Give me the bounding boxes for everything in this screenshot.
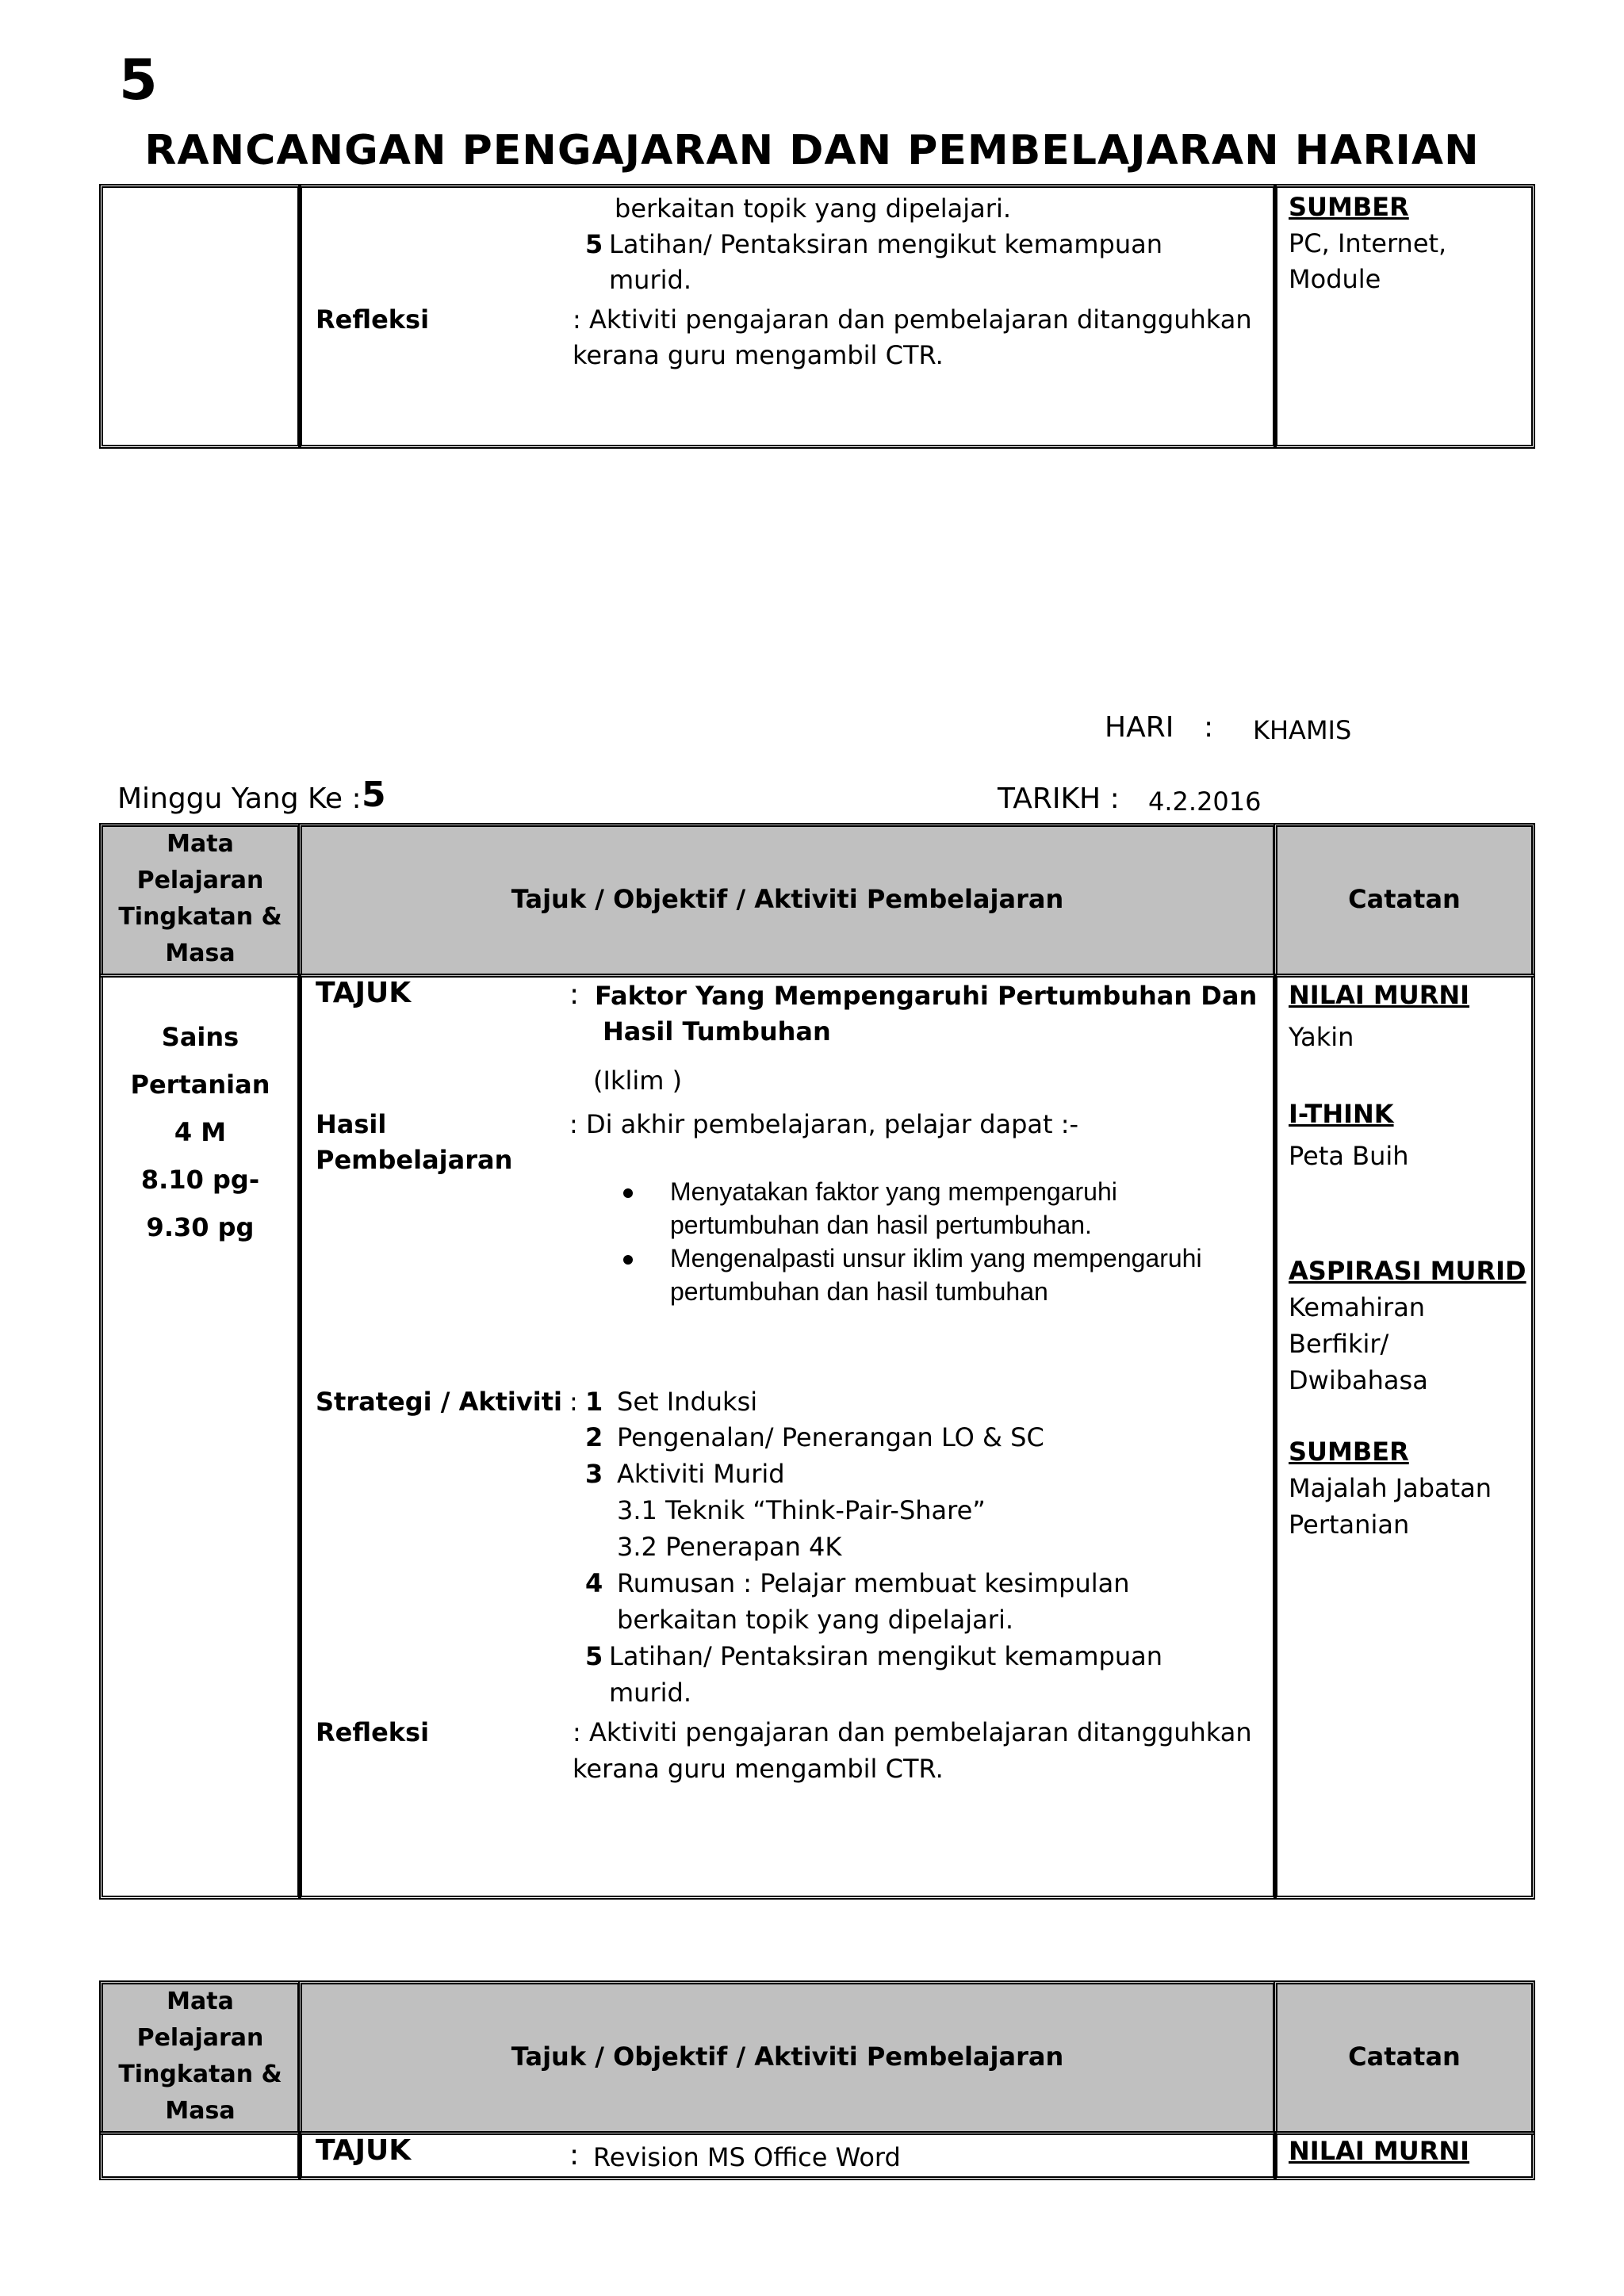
t2-header-col2: Tajuk / Objektif / Aktiviti Pembelajaran	[511, 2042, 1064, 2072]
nilai-murni-label: NILAI MURNI	[1289, 980, 1470, 1010]
t2-body-col1	[99, 2131, 301, 2180]
step-1-num: 1	[585, 1387, 603, 1417]
step-3-2: 3.2 Penerapan 4K	[617, 1532, 842, 1562]
tajuk-line-2: Hasil Tumbuhan	[603, 1016, 831, 1047]
top-refleksi-2: kerana guru mengambil CTR.	[573, 340, 944, 370]
step-2-num: 2	[585, 1422, 603, 1452]
header-col2: Tajuk / Objektif / Aktiviti Pembelajaran	[511, 884, 1064, 914]
t2-header-col1-l2: Pelajaran	[136, 2024, 264, 2052]
header-col3: Catatan	[1348, 884, 1461, 914]
top-sumber-label: SUMBER	[1289, 192, 1409, 222]
hari-value: KHAMIS	[1253, 715, 1352, 745]
step-3-num: 3	[585, 1459, 603, 1489]
subject-l3: 4 M	[174, 1117, 227, 1147]
aspirasi-label: ASPIRASI MURID	[1289, 1256, 1526, 1286]
refleksi-1: : Aktiviti pengajaran dan pembelajaran ditangguhkan	[573, 1717, 1252, 1747]
page-number: 5	[119, 48, 158, 113]
aspirasi-2: Berfikir/	[1289, 1329, 1389, 1359]
step-5-cont: murid.	[609, 1678, 691, 1708]
top-step-5-num: 5	[585, 229, 603, 259]
tajuk-separator: :	[569, 978, 580, 1011]
minggu-label: Minggu Yang Ke :	[117, 783, 362, 815]
step-4: Rumusan : Pelajar membuat kesimpulan	[617, 1568, 1130, 1598]
ithink-value: Peta Buih	[1289, 1141, 1409, 1171]
top-refleksi-1: : Aktiviti pengajaran dan pembelajaran ditangguhkan	[573, 304, 1252, 335]
t2-nilai-murni-label: NILAI MURNI	[1289, 2136, 1470, 2166]
step-4-cont: berkaitan topik yang dipelajari.	[617, 1605, 1013, 1635]
objective-1-a: Menyatakan faktor yang mempengaruhi	[670, 1177, 1117, 1206]
tarikh-value: 4.2.2016	[1148, 786, 1262, 817]
hasil-label-2: Pembelajaran	[316, 1145, 513, 1175]
objective-2-a: Mengenalpasti unsur iklim yang mempengaruhi	[670, 1244, 1202, 1272]
t2-tajuk-label: TAJUK	[316, 2134, 412, 2167]
step-3-1: 3.1 Teknik “Think-Pair-Share”	[617, 1495, 986, 1525]
refleksi-label: Refleksi	[316, 1717, 430, 1747]
top-refleksi-label: Refleksi	[316, 304, 430, 335]
aspirasi-3: Dwibahasa	[1289, 1365, 1428, 1395]
objective-2-b: pertumbuhan dan hasil tumbuhan	[670, 1277, 1048, 1306]
objective-1-b: pertumbuhan dan hasil pertumbuhan.	[670, 1211, 1092, 1239]
header-col1-l4: Masa	[165, 939, 236, 967]
top-step-5: Latihan/ Pentaksiran mengikut kemampuan	[609, 229, 1162, 259]
step-5: Latihan/ Pentaksiran mengikut kemampuan	[609, 1641, 1162, 1671]
minggu-value: 5	[362, 775, 386, 815]
top-line-1: berkaitan topik yang dipelajari.	[615, 193, 1011, 224]
top-sumber-1: PC, Internet,	[1289, 228, 1447, 258]
top-col1	[99, 184, 301, 449]
header-col1-l3: Tingkatan &	[118, 903, 282, 931]
step-4-num: 4	[585, 1568, 603, 1598]
strategi-separator: :	[569, 1387, 578, 1417]
tajuk-line-1: Faktor Yang Mempengaruhi Pertumbuhan Dan	[595, 981, 1258, 1011]
t2-header-col1-l3: Tingkatan &	[118, 2061, 282, 2088]
tarikh-label: TARIKH :	[998, 783, 1120, 815]
top-sumber-2: Module	[1289, 264, 1381, 294]
document-title: RANCANGAN PENGAJARAN DAN PEMBELAJARAN HARIAN	[144, 127, 1480, 174]
step-2: Pengenalan/ Penerangan LO & SC	[617, 1422, 1044, 1452]
ithink-label: I-THINK	[1289, 1099, 1394, 1129]
hasil-intro: : Di akhir pembelajaran, pelajar dapat :-	[569, 1109, 1079, 1139]
sumber-1: Majalah Jabatan	[1289, 1473, 1492, 1503]
bullet-icon	[623, 1255, 633, 1265]
body-col1	[99, 974, 301, 1900]
top-step-5-cont: murid.	[609, 265, 691, 295]
t2-header-col1-l4: Masa	[165, 2097, 236, 2125]
subject-l5: 9.30 pg	[146, 1212, 255, 1242]
step-3: Aktiviti Murid	[617, 1459, 785, 1489]
sumber-2: Pertanian	[1289, 1510, 1410, 1540]
sumber-label: SUMBER	[1289, 1437, 1409, 1467]
t2-tajuk-value: Revision MS Office Word	[593, 2142, 901, 2172]
subject-l1: Sains	[161, 1022, 239, 1052]
t2-header-col3: Catatan	[1348, 2042, 1461, 2072]
subject-l4: 8.10 pg-	[140, 1165, 260, 1195]
hasil-label-1: Hasil	[316, 1109, 387, 1139]
step-5-num: 5	[585, 1641, 603, 1671]
tajuk-line-3: (Iklim )	[593, 1066, 683, 1096]
hari-label: HARI	[1105, 711, 1174, 744]
tajuk-label: TAJUK	[316, 977, 412, 1009]
t2-header-col1-l1: Mata	[167, 1988, 234, 2015]
step-1: Set Induksi	[617, 1387, 758, 1417]
nilai-murni-value: Yakin	[1289, 1022, 1354, 1052]
bullet-icon	[623, 1188, 633, 1198]
header-col1-l2: Pelajaran	[136, 867, 264, 894]
subject-l2: Pertanian	[130, 1070, 270, 1100]
header-col1-l1: Mata	[167, 830, 234, 858]
aspirasi-1: Kemahiran	[1289, 1292, 1426, 1322]
t2-tajuk-separator: :	[569, 2139, 580, 2172]
refleksi-2: kerana guru mengambil CTR.	[573, 1754, 944, 1784]
strategi-label: Strategi / Aktiviti	[316, 1387, 562, 1417]
hari-separator: :	[1204, 711, 1214, 744]
